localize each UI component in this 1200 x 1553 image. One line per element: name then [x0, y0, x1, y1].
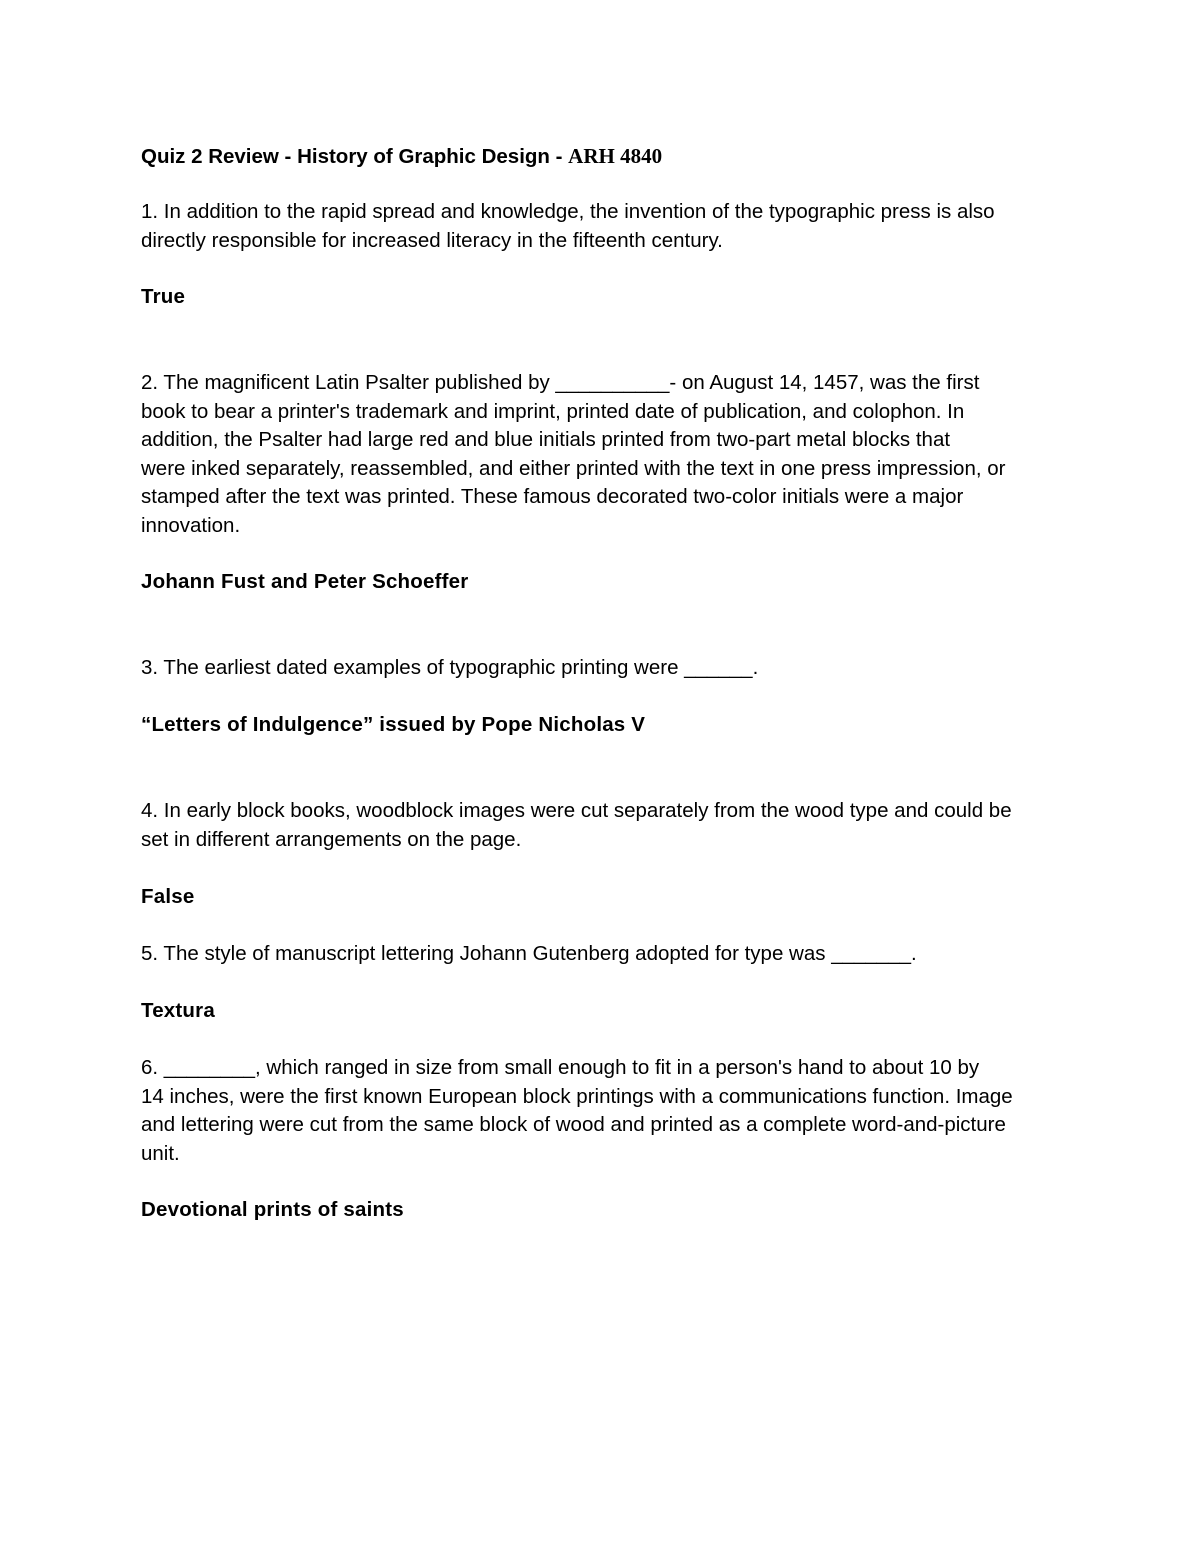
answer-3: “Letters of Indulgence” issued by Pope Nicholas V [141, 713, 646, 736]
answer-6: Devotional prints of saints [141, 1198, 404, 1221]
question-3 [141, 654, 1071, 683]
question-1-line-1: 1. In addition to the rapid spread and knowledge, the invention of the typographic press is also [141, 200, 995, 223]
question-3-line-1: 3. The earliest dated examples of typographic printing were ______. [141, 656, 759, 679]
title-main: Quiz 2 Review - History of Graphic Design - [141, 145, 569, 168]
question-2-line-4: were inked separately, reassembled, and either printed with the text in one press impression, or [141, 456, 1006, 480]
question-2 [141, 369, 1071, 540]
question-6-line-2: 14 inches, were the first known European block printings with a communications function. Image [141, 1084, 1013, 1108]
question-1-line-2: directly responsible for increased literacy in the fifteenth century. [141, 228, 723, 252]
question-6-line-3: and lettering were cut from the same block of wood and printed as a complete word-and-picture [141, 1113, 1006, 1136]
question-6-line-1: 6. ________, which ranged in size from small enough to fit in a person's hand to about 10 by [141, 1056, 980, 1079]
question-5 [141, 940, 1071, 969]
question-2-line-3: addition, the Psalter had large red and blue initials printed from two-part metal blocks that [141, 428, 951, 451]
question-2-line-6: innovation. [141, 513, 241, 537]
question-2-line-5: stamped after the text was printed. These famous decorated two-color initials were a major [141, 485, 964, 508]
course-code: ARH 4840 [568, 144, 663, 168]
question-4 [141, 797, 1071, 854]
answer-5: Textura [141, 999, 215, 1022]
answer-4: False [141, 885, 195, 908]
question-2-line-2: book to bear a printer's trademark and imprint, printed date of publication, and colophon. In [141, 399, 965, 423]
question-6 [141, 1054, 1071, 1168]
document-title [141, 142, 1071, 172]
question-5-line-1: 5. The style of manuscript lettering Johann Gutenberg adopted for type was _______. [141, 942, 917, 965]
question-1 [141, 198, 1071, 255]
answer-2: Johann Fust and Peter Schoeffer [141, 570, 469, 593]
question-6-line-4: unit. [141, 1141, 180, 1165]
question-4-line-2: set in different arrangements on the page. [141, 827, 522, 851]
question-2-line-1: 2. The magnificent Latin Psalter published by __________- on August 14, 1457, was the first [141, 371, 980, 394]
question-4-line-1: 4. In early block books, woodblock images were cut separately from the wood type and could be [141, 799, 1012, 822]
answer-1: True [141, 285, 186, 308]
